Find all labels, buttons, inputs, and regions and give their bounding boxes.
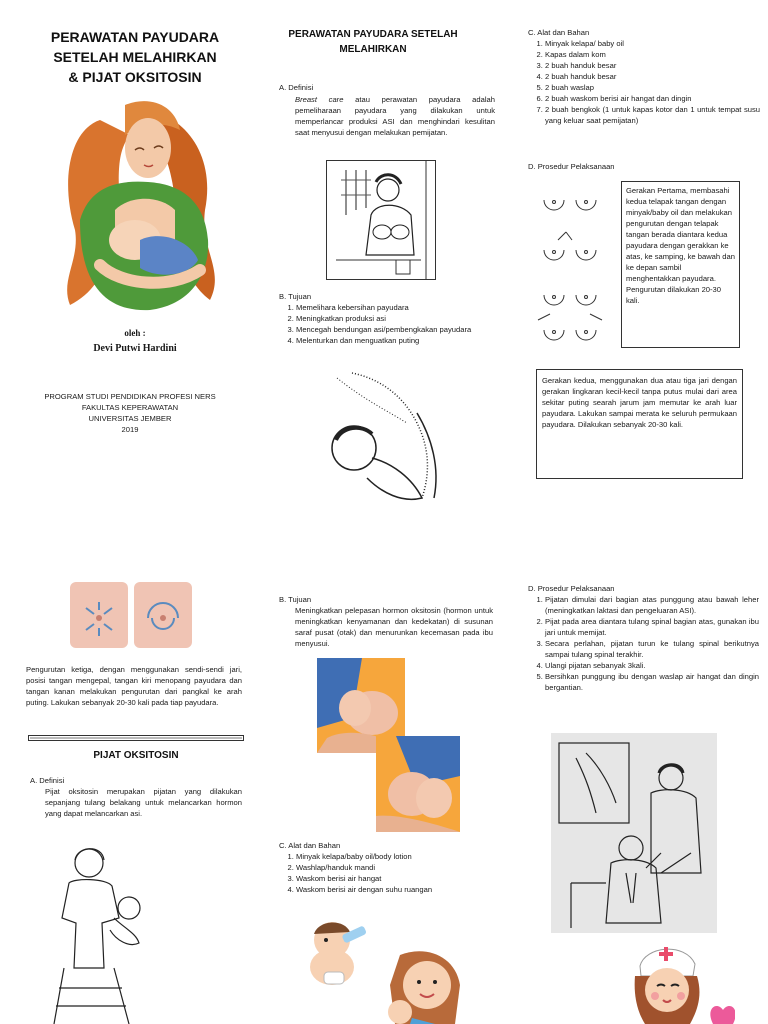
author-name: Devi Putwi Hardini xyxy=(93,343,177,354)
tool-item: 5. 2 buah waslap xyxy=(545,82,760,93)
procedure-step: 4. Ulangi pijatan sebanyak 3kali. xyxy=(545,660,759,671)
procedure-step: 3. Secara perlahan, pijatan turun ke tulang spinal berikutnya sampai tulang spinal terakhir. xyxy=(545,638,759,660)
second-movement-box xyxy=(536,369,743,479)
brochure-title-line-3: & PIJAT OKSITOSIN xyxy=(68,69,202,85)
panel2-title-line-2: MELAHIRKAN xyxy=(339,44,407,55)
definition-body: atau perawatan payudara adalah pemeliharaan payudara yang dilakukan untuk memperlancar produksi ASI dan menghindari kesulitan saat menyusui dengan melakukan pemijatan. xyxy=(295,95,495,137)
procedure-step: 5. Bersihkan punggung ibu dengan waslap air hangat dan dingin bergantian. xyxy=(545,671,759,693)
goal-item: 4. Melenturkan dan menguatkan puting xyxy=(296,335,508,346)
institution-line-3: UNIVERSITAS JEMBER xyxy=(88,414,172,423)
author-by-label: oleh : xyxy=(124,328,146,338)
goals-heading: B. Tujuan xyxy=(279,292,312,301)
tools-list xyxy=(529,38,760,126)
mother-breastfeeding-illustration xyxy=(40,90,230,315)
oxytocin-tool-item: 4. Waskom berisi air dengan suhu ruangan xyxy=(296,884,508,895)
tools-heading: C. Alat dan Bahan xyxy=(528,28,590,37)
procedure-heading: D. Prosedur Pelaksanaan xyxy=(528,162,615,171)
panel2-title xyxy=(278,27,468,57)
oxytocin-definition-heading: A. Definisi xyxy=(30,776,65,785)
tool-item: 3. 2 buah handuk besar xyxy=(545,60,760,71)
back-massage-sketch xyxy=(551,733,717,933)
tool-item: 4. 2 buah handuk besar xyxy=(545,71,760,82)
oxytocin-tool-item: 1. Minyak kelapa/baby oil/body lotion xyxy=(296,851,508,862)
breast-massage-steps-sketch xyxy=(536,180,616,350)
institution-line-1: PROGRAM STUDI PENDIDIKAN PROFESI NERS xyxy=(44,392,216,401)
oxytocin-tool-item: 3. Waskom berisi air hangat xyxy=(296,873,508,884)
baby-drinking-bottle-cartoon xyxy=(300,912,380,992)
third-movement-photo xyxy=(68,580,193,650)
breastfeeding-photo-bottom xyxy=(376,736,460,832)
oxytocin-tools-heading: C. Alat dan Bahan xyxy=(279,841,341,850)
definition-text xyxy=(295,94,495,138)
oxytocin-goals-text: Meningkatkan pelepasan hormon oksitosin (hormon untuk meningkatkan kenyamanan dan kedekatan) di susunan saraf pusat (otak) dan menurunkan kecemasan pada ibu menyusui. xyxy=(295,606,493,648)
mother-holding-baby-sketch xyxy=(44,838,154,1024)
nurse-cartoon xyxy=(625,946,735,1024)
institution-block xyxy=(30,391,230,435)
first-movement-box xyxy=(621,181,740,348)
breast-care-sketch xyxy=(326,160,436,280)
third-movement-text: Pengurutan ketiga, dengan menggunakan sendi-sendi jari, posisi tangan mengepal, tangan kiri menopang payudara dan tangan kanan melakukan pengurutan dari pangkal ke arah puting. Lakukan sebanyak 20-30 kali pada tiap payudara. xyxy=(26,665,242,707)
oxytocin-definition-text: Pijat oksitosin merupakan pijatan yang dilakukan sepanjang tulang belakang untuk melancarkan hormon yang dapat melancarkan asi. xyxy=(45,787,242,818)
oxytocin-section-title: PIJAT OKSITOSIN xyxy=(93,750,179,761)
procedure-step: 1. Pijatan dimulai dari bagian atas punggung atau bawah leher (meningkatkan laktasi dan pengeluaran ASI). xyxy=(545,594,759,616)
tool-item: 2. Kapas dalam kom xyxy=(545,49,760,60)
definition-heading: A. Definisi xyxy=(279,83,314,92)
definition-term: Breast care xyxy=(295,95,344,104)
goal-item: 1. Memelihara kebersihan payudara xyxy=(296,302,508,313)
tool-item: 7. 2 buah bengkok (1 untuk kapas kotor dan 1 untuk tempat susu yang keluar saat pemijatan) xyxy=(545,104,760,126)
institution-year: 2019 xyxy=(121,425,139,434)
oxytocin-goals-heading: B. Tujuan xyxy=(279,595,312,604)
goal-item: 3. Mencegah bendungan asi/pembengkakan payudara xyxy=(296,324,508,335)
brochure-title-line-2: SETELAH MELAHIRKAN xyxy=(53,49,217,65)
oxytocin-tools-list xyxy=(280,851,508,895)
baby-nursing-sketch xyxy=(322,368,447,513)
section-divider xyxy=(28,735,244,741)
oxytocin-procedure-heading: D. Prosedur Pelaksanaan xyxy=(528,584,615,593)
goal-item: 2. Meningkatkan produksi asi xyxy=(296,313,508,324)
oxytocin-procedure-list xyxy=(529,594,759,693)
panel2-title-line-1: PERAWATAN PAYUDARA SETELAH xyxy=(288,29,458,40)
first-movement-text: Gerakan Pertama, membasahi kedua telapak tangan dengan minyak/baby oil dan melakukan pengurutan dengan telapak tangan berada diantara kedua payudara dengan gerakkan ke atas, ke samping, ke bawah dan ke depan sambil menghentakkan payudara. Pengurutan dilakukan 20-30 kali. xyxy=(626,186,735,305)
goals-list xyxy=(280,302,508,346)
section-divider-inner xyxy=(30,737,242,739)
brochure-title xyxy=(30,27,240,87)
tool-item: 6. 2 buah waskom berisi air hangat dan dingin xyxy=(545,93,760,104)
tool-item: 1. Minyak kelapa/ baby oil xyxy=(545,38,760,49)
procedure-step: 2. Pijat pada area diantara tulang spinal bagian atas, gunakan ibu jari untuk memijat. xyxy=(545,616,759,638)
institution-line-2: FAKULTAS KEPERAWATAN xyxy=(81,403,179,412)
second-movement-text: Gerakan kedua, menggunakan dua atau tiga jari dengan gerakan lingkaran kecil-kecil tanpa putus mulai dari area sekitar puting searah jarum jam memutar ke arah luar payudara. Lakukan sampai merata ke seluruh permukaan payudara. Dilakukan sebanyak 20-30 kali. xyxy=(542,376,737,429)
oxytocin-tool-item: 2. Washlap/handuk mandi xyxy=(296,862,508,873)
mother-and-baby-cartoon xyxy=(380,950,470,1024)
brochure-title-line-1: PERAWATAN PAYUDARA xyxy=(50,29,220,45)
